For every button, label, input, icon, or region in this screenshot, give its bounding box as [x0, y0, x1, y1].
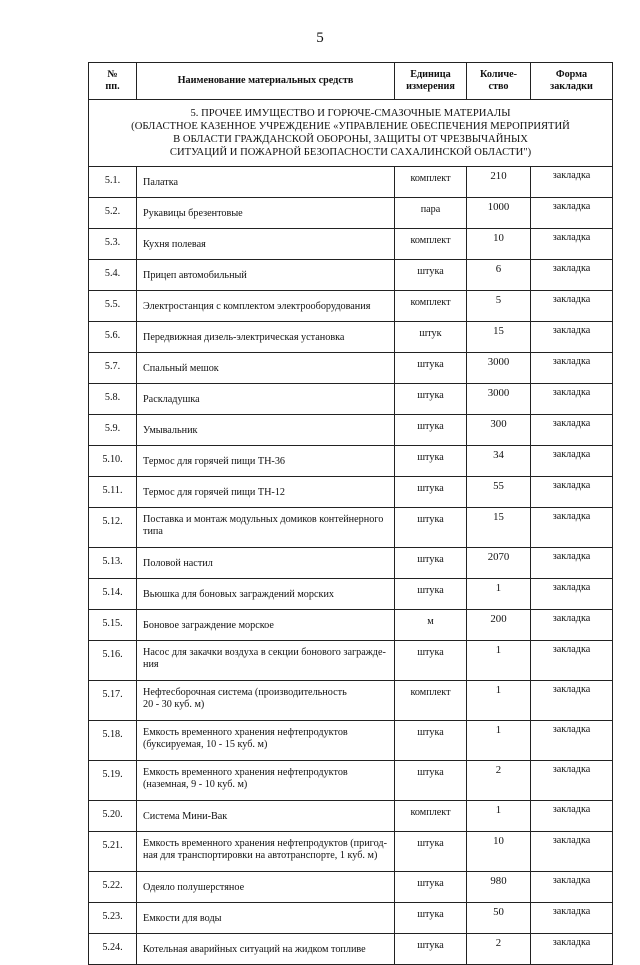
row-unit: комплект: [395, 290, 467, 321]
row-quantity: 1: [467, 680, 531, 720]
row-number: 5.20.: [89, 800, 137, 831]
row-form: закладка: [531, 933, 613, 964]
row-name: Нефтесборочная система (производительность 20 - 30 куб. м): [137, 680, 395, 720]
row-name: Вьюшка для боновых заграждений морских: [137, 578, 395, 609]
row-form: закладка: [531, 383, 613, 414]
row-quantity: 3000: [467, 383, 531, 414]
row-quantity: 15: [467, 321, 531, 352]
row-quantity: 1: [467, 578, 531, 609]
row-form: закладка: [531, 507, 613, 547]
row-form: закладка: [531, 476, 613, 507]
row-number: 5.9.: [89, 414, 137, 445]
row-form: закладка: [531, 680, 613, 720]
materials-table: [88, 62, 613, 965]
row-unit: штук: [395, 321, 467, 352]
row-number: 5.10.: [89, 445, 137, 476]
row-quantity: 10: [467, 831, 531, 871]
row-number: 5.15.: [89, 609, 137, 640]
row-unit: штука: [395, 720, 467, 760]
row-form: закладка: [531, 760, 613, 800]
header-num: № пп.: [89, 63, 137, 100]
row-unit: штука: [395, 871, 467, 902]
row-unit: штука: [395, 640, 467, 680]
row-unit: комплект: [395, 680, 467, 720]
table-row: [89, 166, 613, 197]
row-unit: штука: [395, 902, 467, 933]
row-name: Раскладушка: [137, 383, 395, 414]
row-quantity: 2070: [467, 547, 531, 578]
row-number: 5.3.: [89, 228, 137, 259]
row-name: Котельная аварийных ситуаций на жидком топливе: [137, 933, 395, 964]
row-unit: штука: [395, 933, 467, 964]
row-form: закладка: [531, 290, 613, 321]
row-form: закладка: [531, 321, 613, 352]
header-unit: Единица измерения: [395, 63, 467, 100]
table-row: [89, 800, 613, 831]
row-unit: штука: [395, 578, 467, 609]
row-number: 5.21.: [89, 831, 137, 871]
row-unit: штука: [395, 547, 467, 578]
row-name: Емкость временного хранения нефтепродуктов (буксируемая, 10 - 15 куб. м): [137, 720, 395, 760]
page-number: 5: [316, 30, 324, 46]
header-qty: Количе- ство: [467, 63, 531, 100]
row-unit: пара: [395, 197, 467, 228]
table-row: [89, 290, 613, 321]
row-name: Емкость временного хранения нефтепродуктов (наземная, 9 - 10 куб. м): [137, 760, 395, 800]
row-quantity: 55: [467, 476, 531, 507]
table-row: [89, 871, 613, 902]
table-row: [89, 507, 613, 547]
row-unit: комплект: [395, 166, 467, 197]
row-unit: штука: [395, 383, 467, 414]
row-number: 5.13.: [89, 547, 137, 578]
row-quantity: 3000: [467, 352, 531, 383]
row-unit: комплект: [395, 228, 467, 259]
row-form: закладка: [531, 902, 613, 933]
row-quantity: 300: [467, 414, 531, 445]
row-name: Емкость временного хранения нефтепродуктов (пригод- ная для транспортировки на автотранспорте, 1 куб. м): [137, 831, 395, 871]
row-unit: комплект: [395, 800, 467, 831]
row-name: Умывальник: [137, 414, 395, 445]
row-number: 5.18.: [89, 720, 137, 760]
section-title: 5. ПРОЧЕЕ ИМУЩЕСТВО И ГОРЮЧЕ-СМАЗОЧНЫЕ МАТЕРИАЛЫ (ОБЛАСТНОЕ КАЗЕННОЕ УЧРЕЖДЕНИЕ «УПРАВЛЕНИЕ ОБЕСПЕЧЕНИЯ МЕРОПРИЯТИЙ В ОБЛАСТИ ГРАЖДАНСКОЙ ОБОРОНЫ, ЗАЩИТЫ ОТ ЧРЕЗВЫЧАЙНЫХ СИТУАЦИЙ И ПОЖАРНОЙ БЕЗОПАСНОСТИ САХАЛИНСКОЙ ОБЛАСТИ"): [89, 100, 613, 167]
row-form: закладка: [531, 547, 613, 578]
header-name: Наименование материальных средств: [137, 63, 395, 100]
row-number: 5.1.: [89, 166, 137, 197]
table-row: [89, 197, 613, 228]
row-unit: штука: [395, 259, 467, 290]
row-quantity: 10: [467, 228, 531, 259]
row-unit: штука: [395, 831, 467, 871]
row-quantity: 1000: [467, 197, 531, 228]
row-unit: штука: [395, 445, 467, 476]
row-name: Половой настил: [137, 547, 395, 578]
row-form: закладка: [531, 197, 613, 228]
section-title-row: [89, 100, 613, 167]
table-row: [89, 476, 613, 507]
row-number: 5.4.: [89, 259, 137, 290]
table-row: [89, 352, 613, 383]
row-number: 5.7.: [89, 352, 137, 383]
row-number: 5.8.: [89, 383, 137, 414]
row-number: 5.17.: [89, 680, 137, 720]
row-number: 5.12.: [89, 507, 137, 547]
row-unit: штука: [395, 507, 467, 547]
table-row: [89, 259, 613, 290]
row-name: Одеяло полушерстяное: [137, 871, 395, 902]
row-name: Насос для закачки воздуха в секции бонового загражде- ния: [137, 640, 395, 680]
row-name: Палатка: [137, 166, 395, 197]
row-form: закладка: [531, 352, 613, 383]
table-row: [89, 609, 613, 640]
row-number: 5.5.: [89, 290, 137, 321]
row-form: закладка: [531, 228, 613, 259]
row-quantity: 1: [467, 720, 531, 760]
row-form: закладка: [531, 166, 613, 197]
table-row: [89, 933, 613, 964]
row-form: закладка: [531, 871, 613, 902]
row-quantity: 15: [467, 507, 531, 547]
row-quantity: 200: [467, 609, 531, 640]
row-number: 5.11.: [89, 476, 137, 507]
row-form: закладка: [531, 720, 613, 760]
table-row: [89, 902, 613, 933]
row-number: 5.22.: [89, 871, 137, 902]
row-number: 5.16.: [89, 640, 137, 680]
row-name: Термос для горячей пищи ТН-12: [137, 476, 395, 507]
row-unit: штука: [395, 476, 467, 507]
table-row: [89, 831, 613, 871]
table-row: [89, 578, 613, 609]
table-row: [89, 680, 613, 720]
row-quantity: 210: [467, 166, 531, 197]
row-form: закладка: [531, 445, 613, 476]
row-form: закладка: [531, 259, 613, 290]
table-row: [89, 547, 613, 578]
row-form: закладка: [531, 578, 613, 609]
row-number: 5.6.: [89, 321, 137, 352]
table-row: [89, 383, 613, 414]
row-name: Поставка и монтаж модульных домиков контейнерного типа: [137, 507, 395, 547]
row-number: 5.24.: [89, 933, 137, 964]
row-form: закладка: [531, 640, 613, 680]
row-name: Кухня полевая: [137, 228, 395, 259]
row-form: закладка: [531, 414, 613, 445]
table-row: [89, 228, 613, 259]
row-quantity: 2: [467, 933, 531, 964]
header-form: Форма закладки: [531, 63, 613, 100]
table-row: [89, 321, 613, 352]
row-quantity: 1: [467, 800, 531, 831]
row-name: Рукавицы брезентовые: [137, 197, 395, 228]
row-quantity: 50: [467, 902, 531, 933]
row-number: 5.23.: [89, 902, 137, 933]
row-quantity: 6: [467, 259, 531, 290]
row-name: Термос для горячей пищи ТН-36: [137, 445, 395, 476]
row-quantity: 34: [467, 445, 531, 476]
table-row: [89, 760, 613, 800]
row-name: Передвижная дизель-электрическая установка: [137, 321, 395, 352]
table-row: [89, 640, 613, 680]
row-form: закладка: [531, 831, 613, 871]
table-row: [89, 720, 613, 760]
row-form: закладка: [531, 609, 613, 640]
row-name: Спальный мешок: [137, 352, 395, 383]
table-header-row: [89, 63, 613, 100]
row-name: Система Мини-Вак: [137, 800, 395, 831]
table-row: [89, 445, 613, 476]
table-row: [89, 414, 613, 445]
row-quantity: 5: [467, 290, 531, 321]
row-unit: штука: [395, 760, 467, 800]
row-number: 5.19.: [89, 760, 137, 800]
row-quantity: 980: [467, 871, 531, 902]
row-unit: штука: [395, 352, 467, 383]
row-number: 5.14.: [89, 578, 137, 609]
row-name: Прицеп автомобильный: [137, 259, 395, 290]
row-name: Боновое заграждение морское: [137, 609, 395, 640]
row-unit: штука: [395, 414, 467, 445]
row-name: Емкости для воды: [137, 902, 395, 933]
row-number: 5.2.: [89, 197, 137, 228]
row-form: закладка: [531, 800, 613, 831]
row-name: Электростанция с комплектом электрооборудования: [137, 290, 395, 321]
row-quantity: 2: [467, 760, 531, 800]
row-quantity: 1: [467, 640, 531, 680]
row-unit: м: [395, 609, 467, 640]
